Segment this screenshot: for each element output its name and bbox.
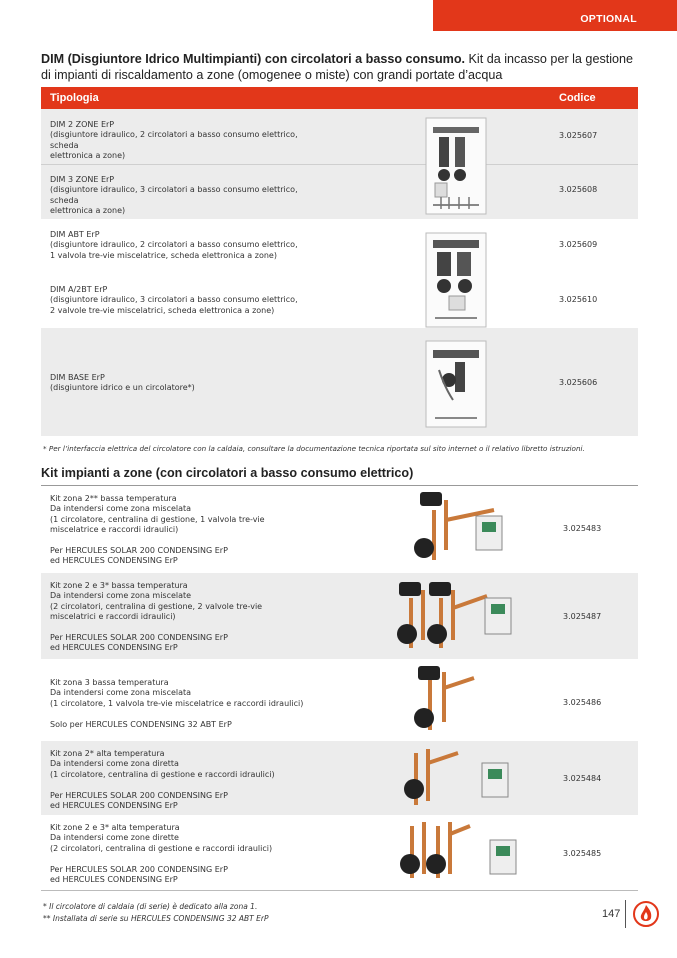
table2-row bbox=[41, 573, 638, 659]
table2-bottom-line bbox=[41, 890, 638, 891]
product-desc: DIM 2 ZONE ErP (disgiuntore idraulico, 2 circolatori a basso consumo elettrico, scheda elettronica a zone) bbox=[50, 120, 298, 161]
dim-base-image bbox=[425, 340, 487, 428]
product-code: 3.025609 bbox=[559, 240, 598, 249]
row-divider bbox=[41, 164, 638, 165]
kit-code: 3.025486 bbox=[563, 698, 602, 707]
product-code: 3.025607 bbox=[559, 131, 598, 140]
table1-group-zone bbox=[41, 109, 638, 219]
product-desc: DIM A/2BT ErP (disgiuntore idraulico, 3 circolatori a basso consumo elettrico, 2 valvole tre-vie miscelatrici, scheda elettronica a zone) bbox=[50, 285, 298, 315]
kit-zone-2-3-at-image bbox=[398, 818, 523, 886]
product-desc: DIM 3 ZONE ErP (disgiuntore idraulico, 3 circolatori a basso consumo elettrico, scheda elettronica a zone) bbox=[50, 175, 298, 216]
kit-code: 3.025483 bbox=[563, 524, 602, 533]
table1-row-base bbox=[41, 328, 638, 436]
kit-desc: Kit zona 2** bassa temperatura Da intendersi come zona miscelata (1 circolatore, centralina di gestione, 1 valvola tre-vie miscelatrice e raccordi idraulici) Per HERCULES SOLAR 200 CONDENSING ErP ed HERCULES CONDENSING ErP bbox=[50, 494, 265, 566]
section-tab: OPTIONAL bbox=[433, 0, 677, 31]
dim-abt-image bbox=[425, 232, 487, 328]
product-code: 3.025606 bbox=[559, 378, 598, 387]
footnote-2: ** Installata di serie su HERCULES CONDENSING 32 ABT ErP bbox=[43, 914, 269, 923]
kit-code: 3.025485 bbox=[563, 849, 602, 858]
table1-group-abt bbox=[41, 219, 638, 328]
kit-zona-2-bt-image bbox=[404, 490, 514, 570]
kit-zona-3-bt-image bbox=[410, 664, 480, 738]
col-code-header: Codice bbox=[559, 92, 596, 104]
kit-desc: Kit zone 2 e 3* alta temperatura Da intendersi come zone dirette (2 circolatori, centralina di gestione e raccordi idraulici) Per HERCULES SOLAR 200 CONDENSING ErP ed HERCULES CONDENSING ErP bbox=[50, 823, 273, 885]
kit-desc: Kit zone 2 e 3* bassa temperatura Da intendersi come zona miscelate (2 circolatori, centralina di gestione, 2 valvole tre-vie miscelatrici e raccordi idraulici) Per HERCULES SOLAR 200 CONDENSING ErP ed HERCULES CONDENSING ErP bbox=[50, 581, 263, 653]
page-divider bbox=[625, 900, 626, 928]
table1-header bbox=[41, 87, 638, 109]
intro-text: Kit da incasso per la gestione di impianti di riscaldamento a zone (omogenee o miste) con grandi portate d’acqua bbox=[41, 52, 634, 82]
kit-zona-2-at-image bbox=[398, 745, 518, 813]
kit-code: 3.025487 bbox=[563, 612, 602, 621]
table2-row bbox=[41, 815, 638, 890]
section2-title: Kit impianti a zone (con circolatori a basso consumo elettrico) bbox=[41, 466, 414, 480]
col-type-header: Tipologia bbox=[50, 92, 99, 104]
dim-2-3-zone-image bbox=[425, 117, 487, 215]
product-desc: DIM ABT ErP (disgiuntore idraulico, 2 circolatori a basso consumo elettrico, 1 valvola tre-vie miscelatrice, scheda elettronica a zone) bbox=[50, 230, 298, 260]
table2-row bbox=[41, 741, 638, 815]
intro-paragraph bbox=[41, 51, 641, 83]
table1-note: * Per l’interfaccia elettrica del circolatore con la caldaia, consultare la documentazione tecnica riportata sul sito internet o il relativo libretto istruzioni. bbox=[43, 444, 585, 453]
intro-bold: DIM (Disgiuntore Idrico Multimpianti) con circolatori a basso consumo. bbox=[41, 52, 466, 66]
table2-row bbox=[41, 486, 638, 573]
footnote-1: * Il circolatore di caldaia (di serie) è dedicato alla zona 1. bbox=[43, 902, 258, 911]
kit-code: 3.025484 bbox=[563, 774, 602, 783]
table2-row bbox=[41, 659, 638, 741]
kit-zone-2-3-bt-image bbox=[395, 578, 525, 656]
product-desc: DIM BASE ErP (disgiuntore idrico e un circolatore*) bbox=[50, 373, 195, 393]
product-code: 3.025608 bbox=[559, 185, 598, 194]
product-code: 3.025610 bbox=[559, 295, 598, 304]
page-number: 147 bbox=[602, 908, 621, 920]
flame-logo-icon bbox=[632, 900, 660, 928]
kit-desc: Kit zona 3 bassa temperatura Da intendersi come zona miscelata (1 circolatore, 1 valvola tre-vie miscelatrice e raccordi idraulici) Solo per HERCULES CONDENSING 32 ABT ErP bbox=[50, 678, 304, 729]
kit-desc: Kit zona 2* alta temperatura Da intendersi come zona diretta (1 circolatore, centralina di gestione e raccordi idraulici) Per HERCULES SOLAR 200 CONDENSING ErP ed HERCULES CONDENSING ErP bbox=[50, 749, 275, 811]
